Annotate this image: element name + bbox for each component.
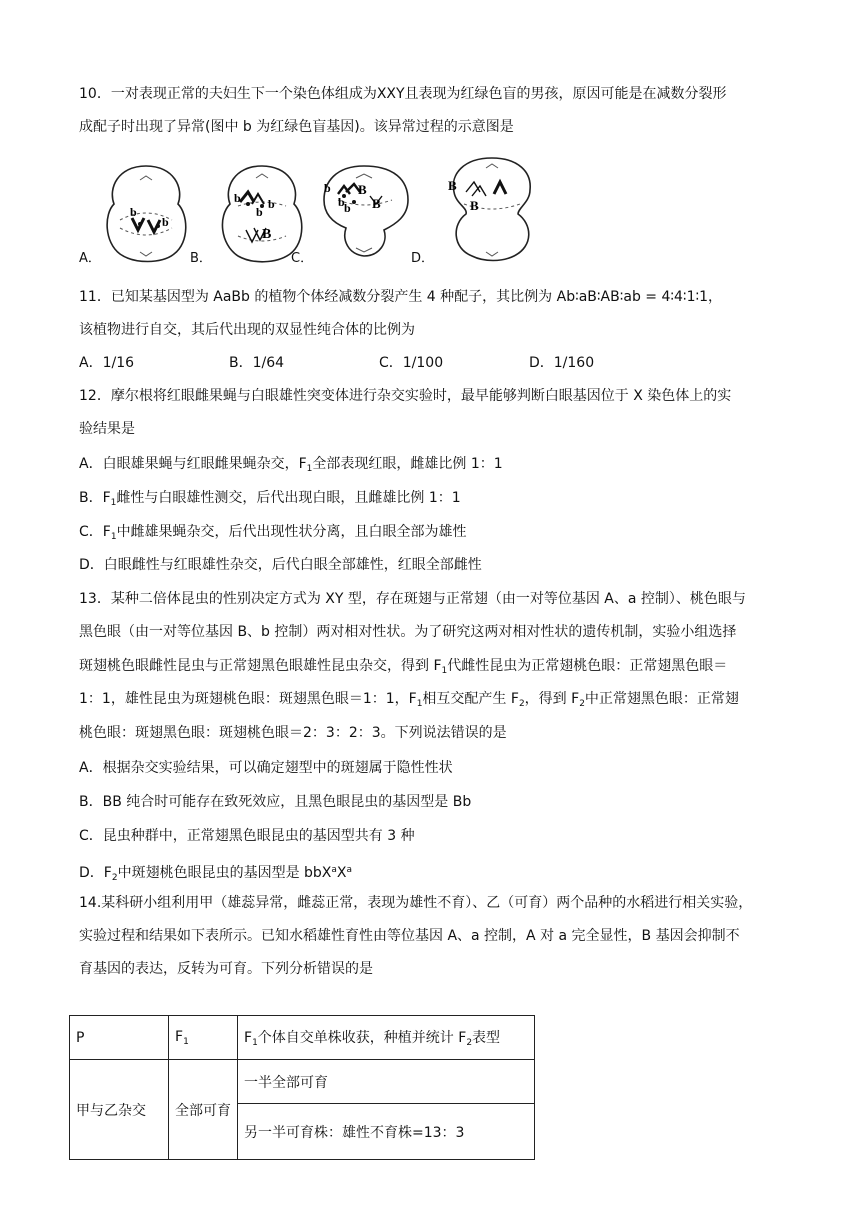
- q13-option-b[interactable]: B．BB 纯合时可能存在致死效应，且黑色眼昆虫的基因型是 Bb: [79, 794, 472, 810]
- q11-stem-line2: 该植物进行自交，其后代出现的双显性纯合体的比例为: [79, 322, 415, 338]
- gene-label-b: b: [162, 215, 169, 229]
- q10-option-d[interactable]: D．: [411, 251, 435, 266]
- svg-text:B: B: [372, 196, 381, 211]
- svg-text:b: b: [344, 201, 351, 215]
- q11-option-c[interactable]: C．1/100: [379, 355, 444, 371]
- table-cell-f1: 全部可育: [169, 1060, 238, 1160]
- svg-text:B: B: [448, 178, 457, 193]
- table-cell-f2-b: 另一半可育株：雄性不育株=13：3: [238, 1104, 535, 1160]
- q13-stem-line3: 斑翅桃色眼雌性昆虫与正常翅黑色眼雄性昆虫杂交，得到 $F_1$代雌性昆虫为正常翅桃色眼：正常翅黑色眼＝: [79, 658, 728, 676]
- table-header-p: P: [70, 1016, 169, 1060]
- q13-stem-line5: 桃色眼：斑翅黑色眼：斑翅桃色眼＝2：3：2：3。下列说法错误的是: [79, 725, 507, 741]
- svg-text:b: b: [256, 205, 263, 219]
- q10-option-a[interactable]: A．: [79, 251, 101, 266]
- svg-text:B: B: [262, 227, 272, 242]
- q10-stem-line2: 成配子时出现了异常(图中 b 为红绿色盲基因)。该异常过程的示意图是: [79, 119, 514, 135]
- q13-option-d[interactable]: D．$F_2$中斑翅桃色眼昆虫的基因型是 $bbX^aX^a$: [79, 865, 353, 883]
- gene-label-b: b: [130, 205, 137, 219]
- cell-diagram-c: [316, 158, 392, 266]
- q11-option-d[interactable]: D．1/160: [529, 355, 595, 371]
- q12-option-a[interactable]: A．白眼雄果蝇与红眼雌果蝇杂交，$F_1$全部表现红眼，雌雄比例 1：1: [79, 456, 503, 474]
- q12-stem-line2: 验结果是: [79, 421, 135, 437]
- q13-stem-line2: 黑色眼（由一对等位基因 B、b 控制）两对相对性状。为了研究这两对相对性状的遗传机制，实验小组选择: [79, 624, 737, 640]
- svg-text:b: b: [324, 181, 331, 195]
- svg-text:b: b: [234, 191, 241, 205]
- q11-option-a[interactable]: A．1/16: [79, 355, 135, 371]
- q12-stem-line1: 12．摩尔根将红眼雌果蝇与白眼雄性突变体进行杂交实验时，最早能够判断白眼基因位于 X 染色体上的实: [79, 388, 732, 404]
- q12-option-d[interactable]: D．白眼雌性与红眼雄性杂交，后代白眼全部雄性，红眼全部雌性: [79, 557, 482, 573]
- svg-text:b: b: [268, 197, 275, 211]
- q12-option-b[interactable]: B．$F_1$雌性与白眼雄性测交，后代出现白眼，且雌雄比例 1：1: [79, 490, 461, 508]
- q10-stem-line1: 10．一对表现正常的夫妇生下一个染色体组成为XXY且表现为红绿色盲的男孩，原因可能是在减数分裂形: [79, 86, 727, 102]
- q10-option-c[interactable]: C．: [291, 251, 314, 266]
- q14-results-table: [69, 1015, 535, 1160]
- q14-stem-line1: 14.某科研小组利用甲（雄蕊异常，雌蕊正常，表现为雄性不育）、乙（可育）两个品种的水稻进行相关实验，: [79, 895, 753, 911]
- table-header-f1: $F_1$: [169, 1016, 238, 1060]
- q12-option-c[interactable]: C．$F_1$中雌雄果蝇杂交，后代出现性状分离，且白眼全部为雄性: [79, 524, 467, 542]
- q14-stem-line2: 实验过程和结果如下表所示。已知水稻雄性育性由等位基因 A、a 控制，A 对 a 完全显性，B 基因会抑制不: [79, 928, 740, 944]
- cell-diagram-a: [100, 158, 176, 266]
- cell-diagram-d: [442, 152, 518, 260]
- q14-stem-line3: 育基因的表达，反转为可育。下列分析错误的是: [79, 961, 373, 977]
- svg-text:B: B: [358, 182, 367, 197]
- table-cell-f2-a: 一半全部可育: [238, 1060, 535, 1104]
- svg-text:b: b: [338, 195, 345, 209]
- table-cell-p: 甲与乙杂交: [70, 1060, 169, 1160]
- q11-option-b[interactable]: B．1/64: [229, 355, 285, 371]
- q10-option-b[interactable]: B．: [190, 251, 212, 266]
- cell-diagram-b: [212, 158, 288, 266]
- q13-stem-line4: 1：1，雄性昆虫为斑翅桃色眼：斑翅黑色眼＝1：1，$F_1$相互交配产生 $F_2$，得到 $F_2$中正常翅黑色眼：正常翅: [79, 691, 739, 709]
- table-header-f2: $F_1$个体自交单株收获，种植并统计 $F_2$表型: [238, 1016, 535, 1060]
- table-row: [70, 1060, 535, 1104]
- q13-option-c[interactable]: C．昆虫种群中，正常翅黑色眼昆虫的基因型共有 3 种: [79, 828, 415, 844]
- svg-text:B: B: [470, 198, 479, 213]
- q13-stem-line1: 13．某种二倍体昆虫的性别决定方式为 XY 型，存在斑翅与正常翅（由一对等位基因 A、a 控制）、桃色眼与: [79, 591, 746, 607]
- q13-option-a[interactable]: A．根据杂交实验结果，可以确定翅型中的斑翅属于隐性性状: [79, 760, 453, 776]
- table-header-row: [70, 1016, 535, 1060]
- q11-stem-line1: 11．已知某基因型为 AaBb 的植物个体经减数分裂产生 4 种配子，其比例为 Ab∶aB∶AB∶ab = 4∶4∶1∶1，: [79, 289, 723, 305]
